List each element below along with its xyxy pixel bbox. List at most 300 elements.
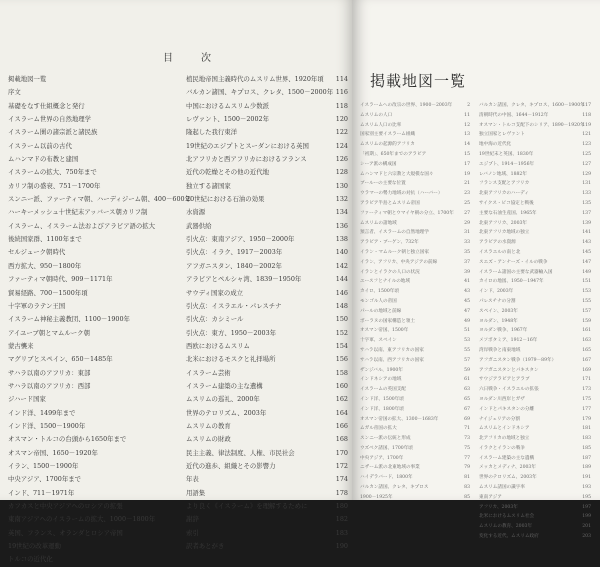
map-list-entry-title: アラビアの水資源 bbox=[479, 240, 516, 246]
contents-entry-title: バルカン諸国、キプロス、クレタ、1500－2000年 bbox=[186, 88, 334, 97]
map-list-entry bbox=[479, 503, 591, 513]
map-list-entry-title: スペイン、2003年 bbox=[479, 308, 518, 314]
map-list-entry-title: レバノン地域、1882年 bbox=[479, 171, 527, 177]
contents-entry-page-number: 156 bbox=[335, 355, 348, 364]
map-list-entry-page-number: 17 bbox=[464, 161, 470, 167]
map-list-entry bbox=[360, 248, 470, 258]
contents-title: 目 次 bbox=[163, 53, 220, 64]
map-list-entry-title: アラビア・ブーゲン、732年 bbox=[360, 240, 419, 246]
contents-entry-title: 年表 bbox=[186, 475, 199, 484]
map-list-entry bbox=[360, 346, 470, 356]
contents-entry-title: オスマン帝国、1650－1920年 bbox=[8, 448, 98, 457]
map-list-entry bbox=[360, 317, 470, 327]
map-list-entry-page-number: 135 bbox=[582, 200, 591, 206]
map-list-entry-title: シーア派の構成国 bbox=[360, 161, 397, 167]
map-list-entry-title: 変化する近代、ムスリム政府 bbox=[479, 534, 539, 540]
map-list-entry-title: イスラームの英国支配 bbox=[360, 387, 406, 393]
map-list-entry-page-number: 167 bbox=[582, 357, 591, 363]
map-list-entry-title: カイロ、1500年頃 bbox=[360, 289, 399, 295]
contents-entry bbox=[8, 340, 163, 353]
contents-entry-title: ムスリムの教育 bbox=[186, 421, 231, 430]
map-list-entry-title: 19世紀末と英国、1830年 bbox=[479, 151, 534, 157]
map-list-entry bbox=[479, 356, 591, 366]
contents-entry-page-number: 132 bbox=[335, 195, 348, 204]
contents-entry bbox=[8, 300, 163, 313]
contents-entry-page-number: 122 bbox=[335, 128, 348, 137]
contents-entry bbox=[186, 447, 348, 460]
map-list-entry bbox=[479, 405, 591, 415]
map-list-entry-title: サハラ以南、西アフリカの国家 bbox=[360, 357, 424, 363]
map-list-entry-title: 預言者、イスラームの自然地理学 bbox=[360, 230, 429, 236]
contents-entry bbox=[186, 193, 348, 206]
map-list-entry-page-number: 201 bbox=[582, 524, 591, 530]
contents-entry-page-number: 160 bbox=[335, 381, 348, 390]
contents-entry-title: レヴァント、1500－2002年 bbox=[186, 115, 270, 124]
contents-entry-title: マグリブとスペイン、650－1485年 bbox=[8, 355, 113, 364]
map-list-entry bbox=[479, 121, 591, 131]
contents-entry bbox=[8, 233, 163, 246]
contents-entry-title: ファーティマ朝時代、909－1171年 bbox=[8, 275, 113, 284]
map-list-entry-page-number: 189 bbox=[582, 465, 591, 471]
contents-entry-title: 引火点：イスラエル・パレスチナ bbox=[186, 301, 282, 310]
map-list-entry bbox=[360, 189, 470, 199]
map-list-entry-title: ニザーム派の北東地域の事業 bbox=[360, 465, 420, 471]
map-list-entry-page-number: 67 bbox=[464, 406, 470, 412]
map-list-entry bbox=[360, 463, 470, 473]
contents-entry bbox=[8, 420, 163, 433]
contents-entry-page-number: 158 bbox=[335, 368, 348, 377]
contents-entry bbox=[8, 460, 163, 473]
contents-entry-title: ムスリムの巡礼、2000年 bbox=[186, 395, 260, 404]
contents-entry-page-number: 154 bbox=[335, 341, 348, 350]
map-list-entry-title: スンニー派の伝統と形成 bbox=[360, 436, 411, 442]
map-list-entry bbox=[479, 130, 591, 140]
contents-entry-title: 北米におけるモスクと礼拝場所 bbox=[186, 355, 276, 364]
contents-entry-title: 引火点：イラク、1917－2003年 bbox=[186, 248, 283, 257]
contents-entry-title: 貿易経路、700－1500年頃 bbox=[8, 288, 88, 297]
contents-entry-title: 引火点：東方、1950－2003年 bbox=[186, 328, 277, 337]
map-list-entry-page-number: 81 bbox=[464, 475, 470, 481]
map-list-entry bbox=[479, 522, 591, 532]
map-list-entry-page-number: 199 bbox=[582, 514, 591, 520]
contents-entry-page-number: 190 bbox=[335, 542, 348, 551]
contents-entry bbox=[8, 193, 192, 206]
map-list-entry bbox=[360, 385, 470, 395]
map-list-entry-title: 独立国家とレヴァント bbox=[479, 132, 525, 138]
map-list-entry-title: モンゴル人の帝国 bbox=[360, 298, 397, 304]
map-list-entry-title: インドネシアの地域 bbox=[360, 377, 402, 383]
map-list-entry-title: アラビア半島とムスリム帝国 bbox=[360, 200, 420, 206]
contents-entry-title: イスラーム芸術 bbox=[186, 368, 231, 377]
map-list-entry bbox=[479, 160, 591, 170]
map-list-entry bbox=[479, 209, 591, 219]
map-list-entry bbox=[479, 473, 591, 483]
contents-entry bbox=[186, 527, 348, 540]
map-list-entry-page-number: 53 bbox=[464, 338, 470, 344]
contents-entry-page-number: 162 bbox=[335, 395, 348, 404]
contents-entry-title: 蒙古襲来 bbox=[8, 341, 34, 350]
map-list-entry-page-number: 147 bbox=[582, 259, 591, 265]
contents-entry-title: イスラーム建築の主な遺構 bbox=[186, 381, 263, 390]
contents-entry bbox=[186, 246, 348, 259]
map-list-entry-title: ムスリムの人口 bbox=[360, 112, 393, 118]
map-list-entry-page-number: 157 bbox=[582, 308, 591, 314]
map-list-entry-title: ブールーの主要な位置 bbox=[360, 181, 406, 187]
contents-entry-page-number: 182 bbox=[335, 515, 348, 524]
map-list-entry bbox=[479, 366, 591, 376]
contents-entry-page-number: 116 bbox=[335, 88, 348, 97]
map-list-entry-page-number: 12 bbox=[464, 122, 470, 128]
map-list-entry-page-number: 39 bbox=[464, 269, 470, 275]
contents-entry bbox=[186, 407, 348, 420]
contents-entry bbox=[8, 393, 163, 406]
map-list-entry-title: イラクとイランの戦争 bbox=[479, 445, 525, 451]
contents-entry-title: 謝辞 bbox=[186, 515, 199, 524]
contents-entry-title: 索引 bbox=[186, 528, 199, 537]
contents-entry bbox=[186, 487, 348, 500]
map-list-entry-page-number: 29 bbox=[464, 220, 470, 226]
map-list-entry-page-number: 127 bbox=[582, 161, 591, 167]
map-list-entry-title: ムスリムの諸地域 bbox=[360, 220, 397, 226]
contents-entry-title: 十字軍のラテン王国 bbox=[8, 301, 66, 310]
map-list-entry bbox=[360, 209, 470, 219]
contents-entry-title: イスラーム以前の古代 bbox=[8, 141, 72, 150]
map-list-entry bbox=[360, 268, 470, 278]
map-list-entry bbox=[479, 170, 591, 180]
map-list-entry-title: ナイジェリアの分割 bbox=[479, 416, 520, 422]
contents-entry-title: 世界のテロリズム、2003年 bbox=[186, 408, 267, 417]
map-list-entry-title: 北東アフリカのハーディ bbox=[479, 191, 529, 197]
map-list-entry bbox=[479, 219, 591, 229]
map-list-entry-page-number: 15 bbox=[464, 151, 470, 157]
map-list-entry-page-number: 51 bbox=[464, 328, 470, 334]
map-list-entry-title: カイロの地図、1950－1947年 bbox=[479, 279, 544, 285]
contents-entry bbox=[186, 206, 348, 219]
contents-entry bbox=[8, 206, 163, 219]
map-list-entry bbox=[479, 463, 591, 473]
map-list-entry bbox=[360, 277, 470, 287]
contents-entry-page-number: 144 bbox=[335, 275, 348, 284]
map-list-entry-page-number: 55 bbox=[464, 347, 470, 353]
contents-entry bbox=[8, 220, 163, 233]
map-list-entry-page-number: 149 bbox=[582, 269, 591, 275]
map-list-entry-page-number: 173 bbox=[582, 387, 591, 393]
contents-entry bbox=[8, 166, 163, 179]
contents-entry bbox=[186, 220, 348, 233]
map-list-entry bbox=[360, 199, 470, 209]
map-list-entry bbox=[360, 395, 470, 405]
contents-entry-title: サハラ以南のアフリカ：西部 bbox=[8, 381, 91, 390]
map-list-entry-title: ファーティマ朝とウマイヤ朝の分立、1700年 bbox=[360, 210, 454, 216]
contents-entry-title: インド洋、1500－1900年 bbox=[8, 421, 86, 430]
map-list-entry-title: ヨルダン川西岸とガザ bbox=[479, 396, 525, 402]
contents-entry-title: セルジューク朝時代 bbox=[8, 248, 66, 257]
map-list-entry-title: ウズベク諸国、1700年頃 bbox=[360, 445, 413, 451]
contents-entry bbox=[186, 313, 348, 326]
map-list-entry-page-number: 163 bbox=[582, 338, 591, 344]
contents-entry-title: サハラ以南のアフリカ：東部 bbox=[8, 368, 91, 377]
map-list-entry bbox=[479, 415, 591, 425]
contents-entry-title: ハーキーメッシュ十世紀末アッバース朝カリフ制 bbox=[8, 208, 148, 217]
map-list-entry-page-number: 121 bbox=[582, 132, 591, 138]
map-list-entry-page-number: 41 bbox=[464, 279, 470, 285]
contents-entry-page-number: 178 bbox=[335, 488, 348, 497]
map-list-entry-page-number: 185 bbox=[582, 445, 591, 451]
map-list-entry-page-number: 129 bbox=[582, 171, 591, 177]
map-list-entry bbox=[360, 434, 470, 444]
map-list-entry-page-number: 65 bbox=[464, 396, 470, 402]
contents-entry-title: イスラーム世界の自然地理学 bbox=[8, 115, 92, 124]
map-list-entry-page-number: 153 bbox=[582, 289, 591, 295]
map-list-entry-page-number: 19 bbox=[464, 171, 470, 177]
contents-entry bbox=[8, 500, 163, 513]
contents-entry bbox=[186, 153, 348, 166]
map-list-entry-title: ムスリムとインドネシア bbox=[479, 426, 530, 432]
map-list-entry bbox=[360, 366, 470, 376]
map-list-column-1 bbox=[360, 101, 470, 503]
map-list-entry-title: メッカとメディナ、2003年 bbox=[479, 465, 536, 471]
map-list-entry-page-number: 43 bbox=[464, 289, 470, 295]
map-list-entry-title: アフガニスタン戦争（1979－89年） bbox=[479, 357, 557, 363]
map-list-entry bbox=[479, 297, 591, 307]
contents-entry-title: 掲載地図一覧 bbox=[8, 75, 47, 83]
map-list-entry bbox=[479, 248, 591, 258]
map-list-entry-page-number: 59 bbox=[464, 367, 470, 373]
contents-entry-page-number: 183 bbox=[335, 528, 348, 537]
map-list-entry-page-number: 69 bbox=[464, 416, 470, 422]
contents-entry bbox=[186, 166, 348, 179]
map-list-entry-title: ムスリム諸国の識字率 bbox=[479, 485, 525, 491]
map-list-entry bbox=[360, 140, 470, 150]
map-list-entry bbox=[360, 287, 470, 297]
contents-entry-title: イスラームの拡大、750年まで bbox=[8, 168, 97, 177]
contents-entry-title: 19世紀の改革運動 bbox=[8, 542, 61, 551]
map-list-entry-page-number: 197 bbox=[582, 504, 591, 510]
map-list-entry-title: インド、2003年 bbox=[479, 289, 514, 295]
contents-entry-page-number: 174 bbox=[335, 475, 348, 484]
contents-entry bbox=[8, 313, 163, 326]
contents-entry bbox=[8, 113, 163, 126]
contents-entry-title: 独立する諸国家 bbox=[186, 181, 231, 190]
contents-entry-title: カリフ制の盛衰、751－1700年 bbox=[8, 181, 101, 190]
contents-entry bbox=[186, 420, 348, 433]
map-list-entry-title: サハラ以南、東アフリカの国家 bbox=[360, 347, 424, 353]
contents-entry bbox=[186, 86, 348, 99]
contents-entry-title: 19世紀のエジプトとスーダンにおける英国 bbox=[186, 141, 309, 150]
map-list-entry-page-number: 183 bbox=[582, 436, 591, 442]
contents-entry bbox=[186, 327, 348, 340]
map-list-entry bbox=[479, 444, 591, 454]
contents-entry-page-number: 142 bbox=[335, 261, 348, 270]
map-list-entry-page-number: 165 bbox=[582, 347, 591, 353]
map-list-entry bbox=[479, 395, 591, 405]
map-list-entry bbox=[479, 532, 591, 542]
map-list-entry-page-number: 35 bbox=[464, 249, 470, 255]
contents-entry-title: インド洋、1499年まで bbox=[8, 408, 76, 417]
map-list-entry-page-number: 119 bbox=[582, 122, 591, 128]
map-list-entry bbox=[360, 111, 470, 121]
map-list-entry bbox=[479, 424, 591, 434]
map-list-column-2 bbox=[479, 101, 591, 542]
contents-entry bbox=[186, 100, 348, 113]
map-list-entry bbox=[360, 415, 470, 425]
map-list-entry-title: オスマン・トルコ支配下のシリア、1890－1920年 bbox=[479, 122, 585, 128]
contents-entry bbox=[186, 380, 348, 393]
map-list-entry-title: インドとパキスタンの分離 bbox=[479, 406, 535, 412]
map-list-entry bbox=[479, 454, 591, 464]
contents-entry-page-number: 120 bbox=[335, 115, 348, 124]
map-list-entry-page-number: 11 bbox=[464, 112, 470, 118]
contents-entry bbox=[8, 73, 163, 86]
map-list-entry-title: 世界のテロリズム、2003年 bbox=[479, 475, 537, 481]
contents-entry bbox=[186, 513, 348, 526]
contents-entry bbox=[8, 513, 163, 526]
map-list-entry-page-number: 47 bbox=[464, 308, 470, 314]
contents-entry bbox=[8, 180, 163, 193]
contents-entry-title: 序文 bbox=[8, 88, 21, 97]
contents-entry-page-number: 126 bbox=[335, 155, 348, 164]
map-list-entry bbox=[479, 228, 591, 238]
contents-entry-title: 近代の進歩、組織とその影響力 bbox=[186, 461, 276, 470]
map-list-entry-title: 北東アフリカ地域の独立 bbox=[479, 230, 530, 236]
map-list-entry bbox=[360, 297, 470, 307]
contents-entry-title: イスラーム神秘主義教団、1100－1900年 bbox=[8, 315, 130, 324]
map-list-entry-page-number: 171 bbox=[582, 377, 591, 383]
contents-entry-title: ムスリムの財政 bbox=[186, 435, 231, 444]
contents-entry bbox=[8, 126, 163, 139]
contents-entry bbox=[8, 327, 163, 340]
map-list-entry-page-number: 155 bbox=[582, 298, 591, 304]
contents-entry-title: 西欧におけるムスリム bbox=[186, 341, 250, 350]
map-list-entry-title: 北アフリカの地域と独立 bbox=[479, 436, 530, 442]
map-list-entry-title: インド洋、1800年頃 bbox=[360, 406, 404, 412]
map-list-entry-page-number: 133 bbox=[582, 191, 591, 197]
map-list-entry bbox=[479, 317, 591, 327]
contents-column-1 bbox=[8, 73, 192, 567]
map-list-entry-page-number: 63 bbox=[464, 387, 470, 393]
map-list-entry-page-number: 203 bbox=[582, 534, 591, 540]
map-list-entry bbox=[360, 121, 470, 131]
map-list-entry-page-number: 123 bbox=[582, 142, 591, 148]
map-list-entry-page-number: 49 bbox=[464, 318, 470, 324]
contents-entry bbox=[186, 460, 348, 473]
map-list-entry-title: オスマン帝国の拡大、1300－1683年 bbox=[360, 416, 439, 422]
contents-entry-title: 用語集 bbox=[186, 488, 206, 497]
map-list-entry-page-number: 181 bbox=[582, 426, 591, 432]
map-list-entry bbox=[479, 277, 591, 287]
map-list-entry-title: アフリカ、2003年 bbox=[479, 504, 518, 510]
map-list-entry bbox=[479, 493, 591, 503]
map-list-entry bbox=[360, 375, 470, 385]
map-list-entry bbox=[360, 150, 470, 160]
map-list-entry-title: イスラームへの改宗の世界、1900－2003年 bbox=[360, 103, 453, 108]
map-list-entry-page-number: 33 bbox=[464, 240, 470, 246]
map-list-entry bbox=[360, 307, 470, 317]
contents-entry-page-number: 168 bbox=[335, 435, 348, 444]
map-list-entry-page-number: 151 bbox=[582, 279, 591, 285]
contents-entry-page-number: 136 bbox=[335, 221, 348, 230]
map-list-entry bbox=[479, 512, 591, 522]
map-list-entry-title: フランス支配とアフリカ bbox=[479, 181, 530, 187]
map-list-entry bbox=[360, 130, 470, 140]
map-list-entry bbox=[479, 238, 591, 248]
contents-entry-page-number: 138 bbox=[335, 235, 348, 244]
map-list-entry-title: ムスリムの起源的アフリカ bbox=[360, 142, 415, 148]
contents-entry bbox=[8, 433, 163, 446]
map-list-entry bbox=[479, 150, 591, 160]
map-list-title: 掲載地図一覧 bbox=[370, 72, 467, 90]
contents-entry-page-number: 134 bbox=[335, 208, 348, 217]
map-list-entry-title: メソポタミア、1912－16年 bbox=[479, 338, 538, 344]
map-list-entry bbox=[360, 228, 470, 238]
map-list-entry-page-number: 141 bbox=[582, 230, 591, 236]
map-list-entry bbox=[479, 346, 591, 356]
map-list-entry bbox=[479, 199, 591, 209]
contents-entry-title: 英国、フランス、オランダとロシア帝国 bbox=[8, 528, 123, 537]
contents-entry bbox=[8, 527, 163, 540]
contents-entry-title: 西方拡大、950－1800年 bbox=[8, 261, 82, 270]
contents-entry-title: イラン、1500－1900年 bbox=[8, 461, 79, 470]
contents-entry bbox=[186, 126, 348, 139]
map-list-entry-title: イラン・マムルーク朝と独立国家 bbox=[360, 249, 429, 255]
map-list-entry bbox=[360, 160, 470, 170]
map-list-entry-page-number: 117 bbox=[582, 103, 591, 108]
contents-entry-page-number: 152 bbox=[335, 328, 348, 337]
map-list-entry-page-number: 177 bbox=[582, 406, 591, 412]
contents-entry-page-number: 172 bbox=[335, 461, 348, 470]
contents-entry-title: アフガニスタン、1840－2002年 bbox=[186, 261, 282, 270]
contents-entry-page-number: 170 bbox=[335, 448, 348, 457]
map-list-entry-title: 北東アフリカ、2003年 bbox=[479, 220, 528, 226]
contents-entry-title: 20世紀における石油の効果 bbox=[186, 195, 265, 204]
map-list-entry-page-number: 169 bbox=[582, 367, 591, 373]
map-list-entry-title: 国家別主要イスラーム組織 bbox=[360, 132, 416, 138]
map-list-entry bbox=[479, 434, 591, 444]
map-list-entry-page-number: 118 bbox=[582, 112, 591, 118]
map-list-entry bbox=[479, 101, 591, 111]
contents-entry bbox=[186, 340, 348, 353]
map-list-entry-title: 1900－1925年 bbox=[360, 494, 393, 500]
contents-entry-title: 隆起した我行東洋 bbox=[186, 128, 238, 137]
map-list-entry bbox=[360, 483, 470, 493]
map-list-entry-page-number: 21 bbox=[464, 181, 470, 187]
map-list-entry-page-number: 2 bbox=[467, 103, 470, 108]
contents-entry-title: スンニー派、ファーティマ朝、ハーディジーム朝、400－600年 bbox=[8, 195, 192, 204]
map-list-entry bbox=[479, 336, 591, 346]
contents-entry bbox=[186, 180, 348, 193]
contents-entry bbox=[186, 273, 348, 286]
map-list-entry-title: ウラマーの勢力地域の対抗（ハーバー） bbox=[360, 191, 443, 197]
contents-entry bbox=[8, 273, 163, 286]
contents-entry bbox=[186, 73, 348, 86]
contents-entry-title: イスラーム、イスラーム法およびアラビア語の拡大 bbox=[8, 221, 156, 230]
contents-entry-page-number: 124 bbox=[335, 141, 348, 150]
map-list-entry bbox=[479, 111, 591, 121]
contents-entry-page-number: 148 bbox=[335, 301, 348, 310]
map-list-entry-page-number: 25 bbox=[464, 200, 470, 206]
contents-entry-title: イスラーム圏の諸宗派と諸民族 bbox=[8, 128, 98, 137]
contents-column-2 bbox=[186, 73, 348, 553]
contents-entry-page-number: 180 bbox=[335, 502, 348, 510]
map-list-entry bbox=[360, 179, 470, 189]
map-list-entry-page-number: 23 bbox=[464, 191, 470, 197]
map-list-entry bbox=[360, 454, 470, 464]
map-list-entry bbox=[479, 140, 591, 150]
contents-entry bbox=[186, 433, 348, 446]
contents-entry bbox=[8, 540, 163, 553]
map-list-entry-page-number: 14 bbox=[464, 142, 470, 148]
contents-entry-title: インド、711－1971年 bbox=[8, 488, 75, 497]
